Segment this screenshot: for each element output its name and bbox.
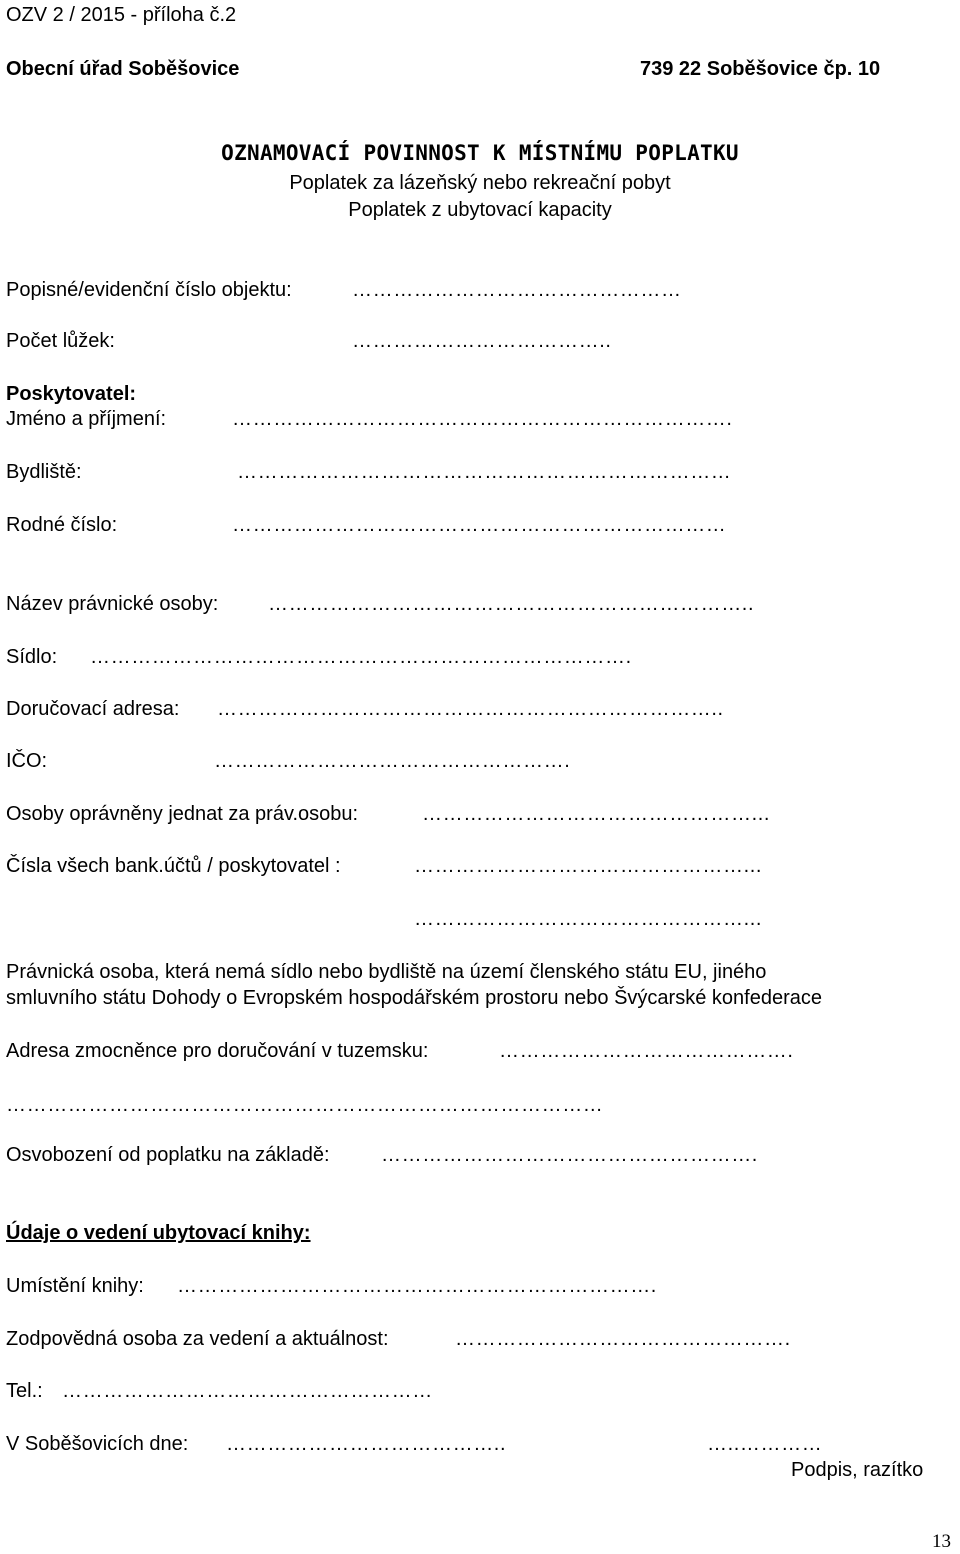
- name-label: Jméno a příjmení:: [6, 408, 167, 430]
- beds-field[interactable]: ………………………………..: [352, 330, 612, 352]
- office-name: Obecní úřad Soběšovice: [6, 58, 240, 80]
- date-label: V Soběšovicích dne:: [6, 1433, 189, 1455]
- seat-field[interactable]: …………………………………………………………………….: [90, 646, 632, 668]
- bank-accounts-field-2[interactable]: …………………………………………...: [414, 908, 763, 930]
- delivery-address-label: Doručovací adresa:: [6, 698, 180, 720]
- ico-field[interactable]: …………………………………………….: [214, 750, 571, 772]
- agent-address-label: Adresa zmocněnce pro doručování v tuzemsku:: [6, 1040, 429, 1062]
- agent-address-field[interactable]: …………………………………….: [499, 1040, 794, 1062]
- provider-heading: Poskytovatel:: [6, 383, 137, 405]
- book-section-heading: Údaje o vedení ubytovací knihy:: [6, 1222, 311, 1244]
- residence-label: Bydliště:: [6, 461, 82, 483]
- agent-address-field-2[interactable]: ……………………………………………………………………………: [6, 1094, 604, 1116]
- book-location-field[interactable]: …………………………………………………………….: [177, 1275, 657, 1297]
- signature-field[interactable]: …..…………: [707, 1433, 823, 1455]
- phone-label: Tel.:: [6, 1380, 43, 1402]
- object-number-label: Popisné/evidenční číslo objektu:: [6, 279, 292, 301]
- eu-note-line-1: Právnická osoba, která nemá sídlo nebo bydliště na území členského státu EU, jiného: [6, 961, 767, 983]
- ico-label: IČO:: [6, 750, 48, 772]
- seat-label: Sídlo:: [6, 646, 58, 668]
- document-reference: OZV 2 / 2015 - příloha č.2: [6, 4, 237, 26]
- birth-number-label: Rodné číslo:: [6, 514, 118, 536]
- phone-field[interactable]: ………………………………………………: [62, 1380, 433, 1402]
- page-number: 13: [932, 1531, 951, 1552]
- bank-accounts-label: Čísla všech bank.účtů / poskytovatel :: [6, 855, 341, 877]
- office-address: 739 22 Soběšovice čp. 10: [640, 58, 881, 80]
- bank-accounts-field[interactable]: …………………………………………...: [414, 855, 763, 877]
- form-subtitle-2: Poplatek z ubytovací kapacity: [348, 199, 612, 221]
- signature-label: Podpis, razítko: [791, 1459, 924, 1481]
- authorized-persons-label: Osoby oprávněny jednat za práv.osobu:: [6, 803, 359, 825]
- object-number-field[interactable]: …………………………………………: [352, 279, 682, 301]
- form-title: OZNAMOVACÍ POVINNOST K MÍSTNÍMU POPLATKU: [221, 141, 739, 165]
- responsible-person-label: Zodpovědná osoba za vedení a aktuálnost:: [6, 1328, 389, 1350]
- authorized-persons-field[interactable]: …………………………………………...: [422, 803, 771, 825]
- eu-note-line-2: smluvního státu Dohody o Evropském hospodářském prostoru nebo Švýcarské konfederace: [6, 987, 822, 1009]
- responsible-person-field[interactable]: ………………………………………….: [455, 1328, 791, 1350]
- legal-name-field[interactable]: ……………………………………………………………..: [268, 593, 755, 615]
- name-field[interactable]: ……………………………………………………………….: [232, 408, 733, 430]
- legal-name-label: Název právnické osoby:: [6, 593, 219, 615]
- book-location-label: Umístění knihy:: [6, 1275, 144, 1297]
- beds-label: Počet lůžek:: [6, 330, 115, 352]
- exemption-label: Osvobození od poplatku na základě:: [6, 1144, 330, 1166]
- delivery-address-field[interactable]: ………………………………………………………………..: [217, 698, 724, 720]
- date-field[interactable]: …………………………………..: [226, 1433, 507, 1455]
- residence-field[interactable]: ………………………………………………………………: [237, 461, 732, 483]
- exemption-field[interactable]: ……………………………………………….: [381, 1144, 758, 1166]
- birth-number-field[interactable]: ………………………………………………………………: [232, 514, 727, 536]
- form-subtitle-1: Poplatek za lázeňský nebo rekreační pobyt: [289, 172, 671, 194]
